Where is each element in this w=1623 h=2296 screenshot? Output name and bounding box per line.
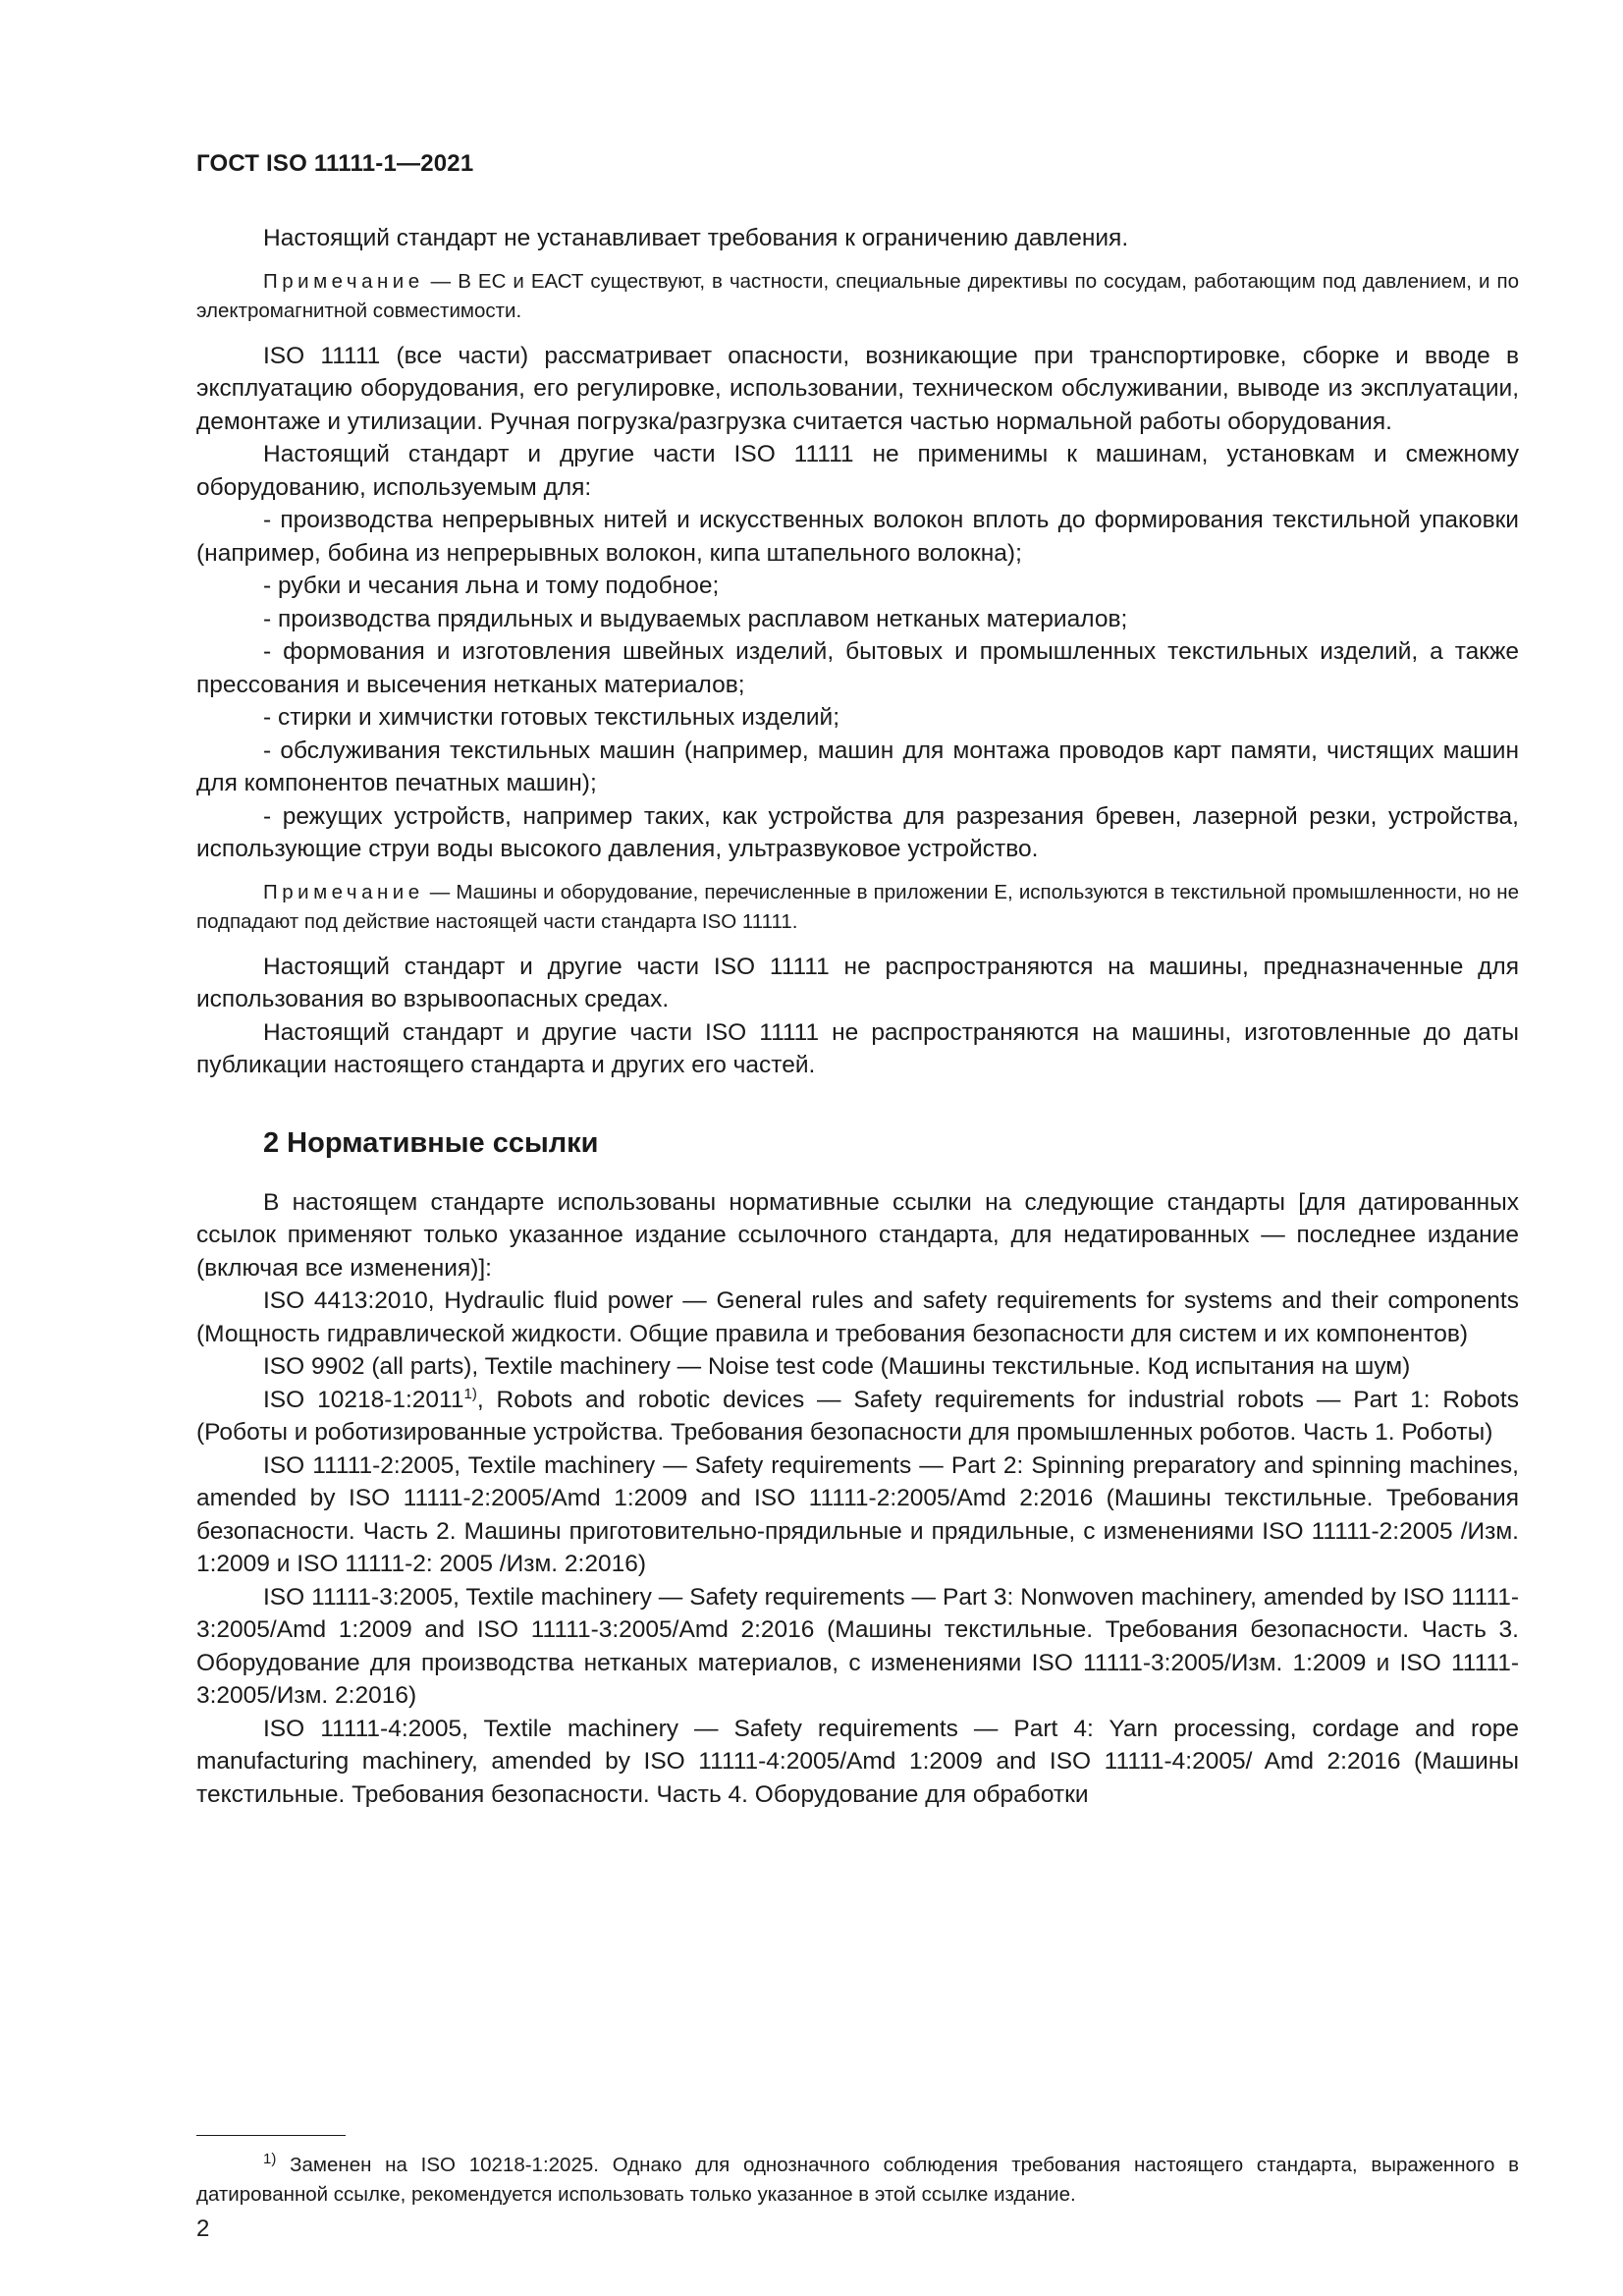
list-item: - производства непрерывных нитей и искусственных волокон вплоть до формирования текстильной упаковки (например, бобина из непрерывных волокон, кипа штапельного волокна); xyxy=(196,507,1519,567)
paragraph-explosive: Настоящий стандарт и другие части ISO 11111 не распространяются на машины, предназначенные для использования во взрывоопасных средах. xyxy=(196,953,1519,1012)
note-1 xyxy=(196,267,1519,326)
footnote-mark: 1) xyxy=(263,2151,277,2168)
note-label: Примечание xyxy=(263,269,424,293)
reference-item: ISO 11111-4:2005, Textile machinery — Safety requirements — Part 4: Yarn processing, cordage and rope manufacturing machinery, amended by ISO 11111-4:2005/Amd 1:2009 and ISO 11111-4:2005/ Amd 2:2016 (Машины текстильные. Требования безопасности. Часть 4. Оборудование для обработки xyxy=(196,1715,1519,1808)
paragraph-references-intro: В настоящем стандарте использованы нормативные ссылки на следующие стандарты [для датированных ссылок применяют только указанное издание ссылочного стандарта, для недатированных — последнее издание (включая все изменения)]: xyxy=(196,1188,1519,1282)
page-number: 2 xyxy=(196,2215,210,2242)
reference-item: ISO 9902 (all parts), Textile machinery — Noise test code (Машины текстильные. Код испытания на шум) xyxy=(263,1353,1411,1380)
paragraph-publication-date: Настоящий стандарт и другие части ISO 11111 не распространяются на машины, изготовленные до даты публикации настоящего стандарта и других его частей. xyxy=(196,1018,1519,1078)
reference-item: ISO 11111-2:2005, Textile machinery — Safety requirements — Part 2: Spinning preparatory and spinning machines, amended by ISO 11111-2:2005/Amd 1:2009 and ISO 11111-2:2005/Amd 2:2016 (Машины текстильные. Требования безопасности. Часть 2. Машины приготовительно-прядильные и прядильные, с изменениями ISO 11111-2:2005 /Изм. 1:2009 и ISO 11111-2: 2005 /Изм. 2:2016) xyxy=(196,1451,1519,1577)
paragraph-hazards: ISO 11111 (все части) рассматривает опасности, возникающие при транспортировке, сборке и вводе в эксплуатацию оборудования, его регулировке, использовании, техническом обслуживании, выводе из эксплуатации, демонтаже и утилизации. Ручная погрузка/разгрузка считается частью нормальной работы оборудования. xyxy=(196,342,1519,435)
list-item: - режущих устройств, например таких, как устройства для разрезания бревен, лазерной резки, устройства, использующие струи воды высокого давления, ультразвуковое устройство. xyxy=(196,802,1519,862)
footnote-text: Заменен на ISO 10218-1:2025. Однако для однозначного соблюдения требования настоящего стандарта, выраженного в датированной ссылке, рекомендуется использовать только указанное в этой ссылке издание. xyxy=(196,2154,1519,2206)
list-item: - рубки и чесания льна и тому подобное; xyxy=(263,573,720,599)
paragraph-not-applicable: Настоящий стандарт и другие части ISO 11111 не применимы к машинам, установкам и смежному оборудованию, используемым для: xyxy=(196,441,1519,501)
note-2 xyxy=(196,878,1519,937)
reference-code: ISO 10218-1:2011 xyxy=(263,1386,464,1413)
section-heading: 2 Нормативные ссылки xyxy=(263,1126,599,1159)
footnote-divider xyxy=(196,2135,346,2136)
reference-text: , Robots and robotic devices — Safety requirements for industrial robots — Part 1: Robots (Роботы и роботизированные устройства. Требования безопасности для промышленных роботов. Часть 1. Роботы) xyxy=(196,1386,1519,1446)
note-text: — Машины и оборудование, перечисленные в приложении Е, используются в текстильной промышленности, но не подпадают под действие настоящей части стандарта ISO 11111. xyxy=(196,880,1519,933)
list-item: - формования и изготовления швейных изделий, бытовых и промышленных текстильных изделий, а также прессования и высечения нетканых материалов; xyxy=(196,638,1519,698)
footnote-ref: 1) xyxy=(463,1385,477,1402)
reference-item: ISO 4413:2010, Hydraulic fluid power — General rules and safety requirements for systems and their components (Мощность гидравлической жидкости. Общие правила и требования безопасности для систем и их компонентов) xyxy=(196,1287,1519,1347)
reference-item xyxy=(196,1384,1519,1449)
list-item: - обслуживания текстильных машин (например, машин для монтажа проводов карт памяти, чистящих машин для компонентов печатных машин); xyxy=(196,737,1519,796)
paragraph-pressure: Настоящий стандарт не устанавливает требования к ограничению давления. xyxy=(263,225,1129,251)
list-item: - стирки и химчистки готовых текстильных изделий; xyxy=(263,704,840,731)
list-item: - производства прядильных и выдуваемых расплавом нетканых материалов; xyxy=(263,605,1128,632)
note-label: Примечание xyxy=(263,880,424,903)
note-text: — В ЕС и ЕАСТ существуют, в частности, специальные директивы по сосудам, работающим под давлением, и по электромагнитной совместимости. xyxy=(196,269,1519,322)
footnote xyxy=(196,2151,1519,2210)
running-header: ГОСТ ISO 11111-1—2021 xyxy=(196,150,474,177)
reference-item: ISO 11111-3:2005, Textile machinery — Safety requirements — Part 3: Nonwoven machinery, amended by ISO 11111-3:2005/Amd 1:2009 and ISO 11111-3:2005/Amd 2:2016 (Машины текстильные. Требования безопасности. Часть 3. Оборудование для производства нетканых материалов, с изменениями ISO 11111-3:2005/Изм. 1:2009 и ISO 11111-3:2005/Изм. 2:2016) xyxy=(196,1583,1519,1709)
page-body xyxy=(196,222,1519,1811)
